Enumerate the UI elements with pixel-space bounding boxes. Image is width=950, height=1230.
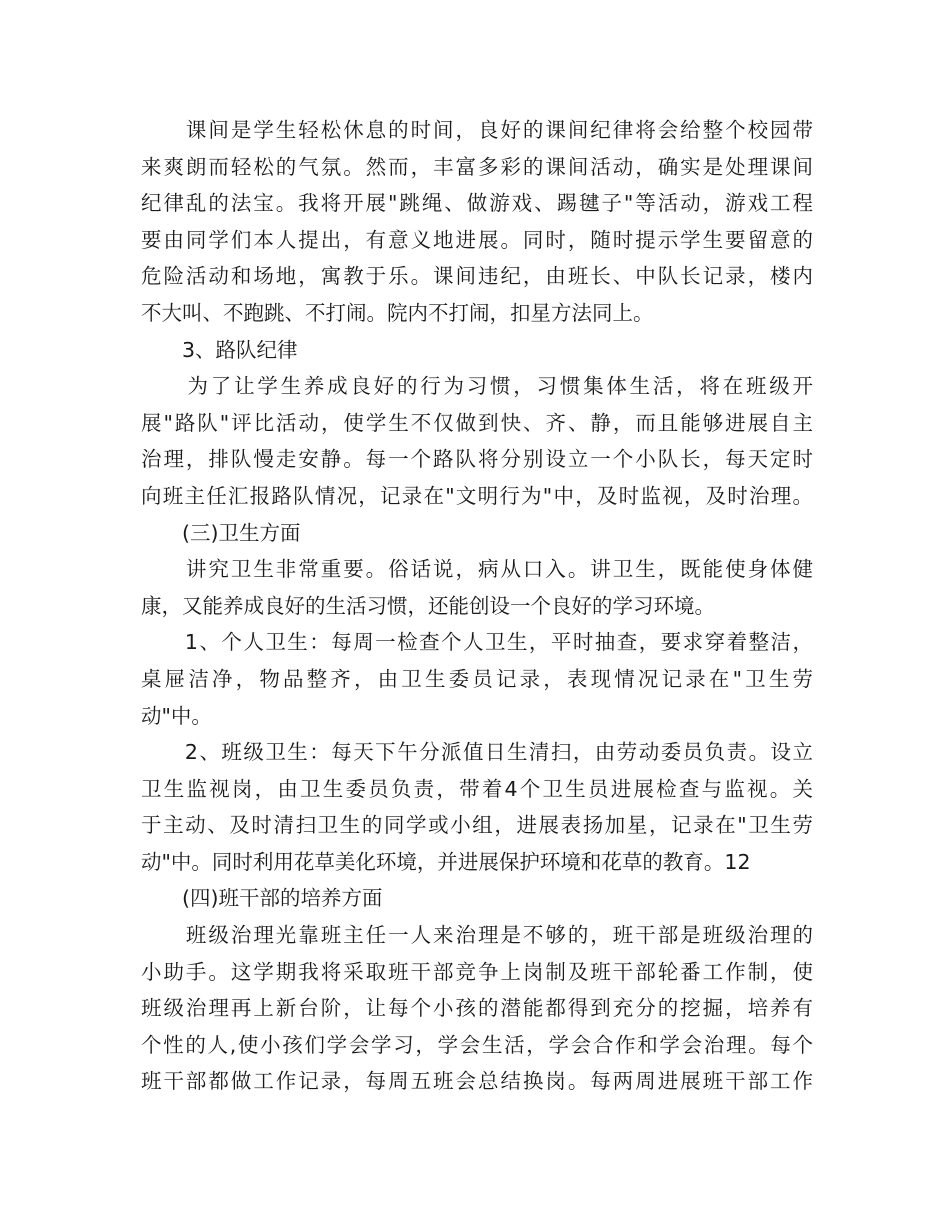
paragraph-line: 2、班级卫生：每天下午分派值日生清扫，由劳动委员负责。设立 [141, 740, 813, 765]
paragraph-line: 康，又能养成良好的生活习惯，还能创设一个良好的学习环境。 [141, 593, 715, 618]
paragraph-line: 动"中。同时利用花草美化环境，并进展保护环境和花草的教育。12 [141, 849, 751, 874]
paragraph-line: 1、个人卫生：每周一检查个人卫生，平时抽查，要求穿着整洁， [141, 630, 813, 655]
paragraph-line: 展"路队"评比活动，使学生不仅做到快、齐、静，而且能够进展自主 [141, 410, 813, 435]
paragraph-line: 个性的人,使小孩们学会学习，学会生活，学会合作和学会治理。每个 [141, 1032, 813, 1057]
paragraph-line: 卫生监视岗，由卫生委员负责，带着4个卫生员进展检查与监视。关 [141, 776, 813, 801]
paragraph-line: 3、路队纪律 [141, 337, 298, 362]
paragraph-line: 小助手。这学期我将采取班干部竞争上岗制及班干部轮番工作制，使 [141, 959, 813, 984]
paragraph-line: 向班主任汇报路队情况，记录在"文明行为"中，及时监视，及时治理。 [141, 483, 813, 508]
paragraph-line: 班干部都做工作记录，每周五班会总结换岗。每两周进展班干部工作 [141, 1069, 813, 1094]
paragraph-line: 危险活动和场地，寓教于乐。课间违纪，由班长、中队长记录，楼内 [141, 264, 813, 289]
paragraph-line: 于主动、及时清扫卫生的同学或小组，进展表扬加星，记录在"卫生劳 [141, 813, 813, 838]
paragraph-line: 治理，排队慢走安静。每一个路队将分别设立一个小队长，每天定时 [141, 447, 813, 472]
paragraph-line: 来爽朗而轻松的气氛。然而，丰富多彩的课间活动，确实是处理课间 [141, 154, 813, 179]
paragraph-line: 不大叫、不跑跳、不打闹。院内不打闹，扣星方法同上。 [141, 300, 654, 325]
paragraph-line: 班级治理光靠班主任一人来治理是不够的，班干部是班级治理的 [141, 923, 813, 948]
paragraph-line: 班级治理再上新台阶，让每个小孩的潜能都得到充分的挖掘，培养有 [141, 996, 813, 1021]
paragraph-line: 课间是学生轻松休息的时间，良好的课间纪律将会给整个校园带 [141, 118, 813, 142]
paragraph-line: (四)班干部的培养方面 [141, 886, 383, 911]
document-body [141, 112, 813, 1100]
paragraph-line: 桌屉洁净，物品整齐，由卫生委员记录，表现情况记录在"卫生劳 [141, 666, 813, 691]
paragraph-line: 要由同学们本人提出，有意义地进展。同时，随时提示学生要留意的 [141, 227, 813, 252]
paragraph-line: 动"中。 [141, 703, 212, 728]
paragraph-line: (三)卫生方面 [141, 520, 301, 545]
paragraph-line: 为了让学生养成良好的行为习惯，习惯集体生活，将在班级开 [141, 374, 813, 399]
paragraph-line: 纪律乱的法宝。我将开展"跳绳、做游戏、踢毽子"等活动，游戏工程 [141, 191, 813, 216]
paragraph-line: 讲究卫生非常重要。俗话说，病从口入。讲卫生，既能使身体健 [141, 557, 813, 582]
